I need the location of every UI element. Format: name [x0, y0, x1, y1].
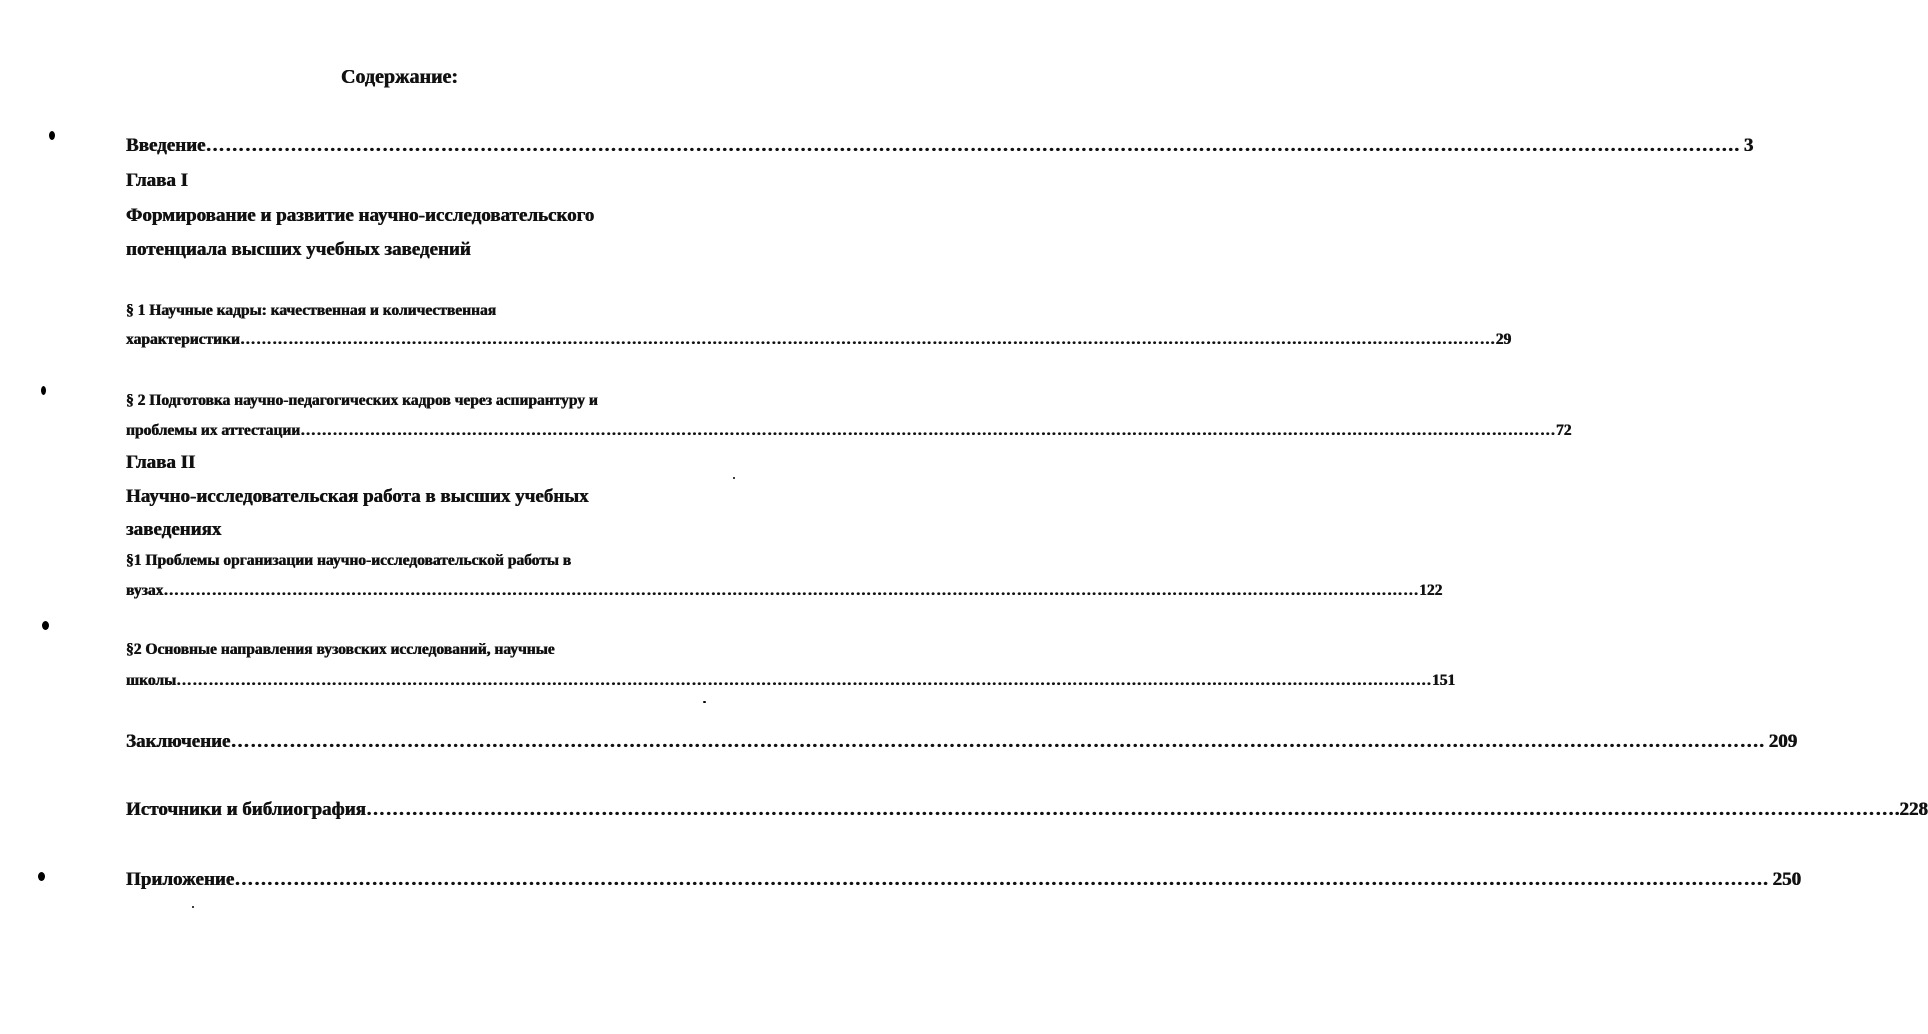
section-1-2-line1: § 2 Подготовка научно-педагогических кадров через аспирантуру и [126, 392, 598, 409]
toc-label: школы [126, 672, 177, 689]
toc-label: Источники и библиография [126, 799, 366, 820]
scan-speck [192, 906, 194, 908]
page-number: 72 [1556, 422, 1572, 439]
leader-dots: ……………………………………………………………………………………………………………………………………………………………………………………………………………… [176, 672, 1432, 689]
toc-label: Введение [126, 135, 206, 156]
toc-label: Заключение [126, 731, 231, 752]
page-number: . 250 [1763, 869, 1802, 890]
chapter-2-heading: Глава II [126, 452, 196, 473]
scan-speck [42, 621, 49, 630]
scan-speck [38, 872, 45, 881]
toc-entry-sources [126, 799, 1928, 821]
toc-entry-section-2-1 [126, 582, 1443, 600]
page-number: 122 [1419, 582, 1443, 599]
scan-speck [703, 701, 706, 703]
leader-dots: ……………………………………………………………………………………………………………………………………………………………………………………………………………… [205, 135, 1735, 156]
leader-dots: ……………………………………………………………………………………………………………………………………………………………………………………………………………… [239, 331, 1496, 348]
toc-entry-section-1-1 [126, 331, 1512, 349]
toc-entry-appendix [126, 869, 1802, 891]
toc-label: вузах [126, 582, 164, 599]
page-number: 151 [1431, 672, 1456, 689]
chapter-1-title-line1: Формирование и развитие научно-исследовательского [126, 205, 595, 226]
page-title: Содержание: [340, 66, 459, 88]
chapter-1-heading: Глава I [126, 170, 189, 191]
scan-speck [41, 386, 46, 395]
toc-entry-intro [126, 135, 1754, 157]
leader-dots: ……………………………………………………………………………………………………………………………………………………………………………………………………………… [163, 582, 1420, 599]
page-number: .228 [1894, 799, 1928, 820]
toc-entry-section-2-2 [126, 672, 1456, 690]
page-number: 29 [1495, 331, 1512, 348]
page-number: . 209 [1759, 731, 1798, 752]
chapter-2-title-line1: Научно-исследовательская работа в высших учебных [126, 486, 589, 507]
leader-dots: ……………………………………………………………………………………………………………………………………………………………………………………………………………… [230, 731, 1760, 752]
section-2-2-line1: §2 Основные направления вузовских исследований, научные [126, 641, 555, 658]
toc-entry-conclusion [126, 731, 1798, 753]
section-1-1-line1: § 1 Научные кадры: качественная и количественная [126, 302, 497, 319]
page-number: . 3 [1734, 135, 1754, 156]
section-2-1-line1: §1 Проблемы организации научно-исследовательской работы в [126, 552, 572, 569]
leader-dots: ……………………………………………………………………………………………………………………………………………………………………………………………………………… [234, 869, 1764, 890]
chapter-2-title-line2: заведениях [126, 519, 222, 540]
scan-speck [49, 131, 55, 140]
toc-label: Приложение [126, 869, 235, 890]
leader-dots: ……………………………………………………………………………………………………………………………………………………………………………………………………………… [300, 422, 1557, 439]
scan-speck [733, 477, 735, 479]
chapter-1-title-line2: потенциала высших учебных заведений [126, 239, 471, 260]
toc-label: проблемы их аттестации [126, 422, 301, 439]
leader-dots: ……………………………………………………………………………………………………………………………………………………………………………………………………………… [365, 799, 1895, 820]
toc-entry-section-1-2 [126, 422, 1572, 440]
toc-label: характеристики [126, 331, 240, 348]
